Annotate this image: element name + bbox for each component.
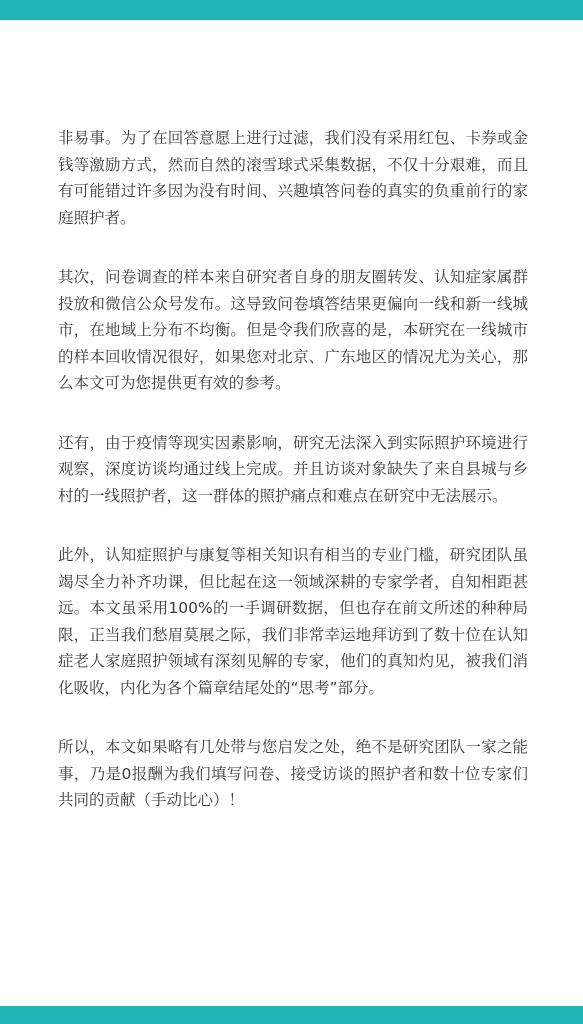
paragraph-2: 其次，问卷调查的样本来自研究者自身的朋友圈转发、认知症家属群投放和微信公众号发布。这导致问卷填答结果更偏向一线和新一线城市，在地域上分布不均衡。但是令我们欣喜的是，本研究在一线城市的样本回收情况很好，如果您对北京、广东地区的情况尤为关心，那么本文可为您提供更有效的参考。 <box>58 268 528 392</box>
top-accent-bar <box>0 0 583 20</box>
paragraph-1: 非易事。为了在回答意愿上进行过滤，我们没有采用红包、卡券或金钱等激励方式，然而自然的滚雪球式采集数据，不仅十分艰难，而且有可能错过许多因为没有时间、兴趣填答问卷的真实的负重前行的家庭照护者。 <box>58 129 528 227</box>
article-body <box>58 125 528 847</box>
paragraph-3: 还有，由于疫情等现实因素影响，研究无法深入到实际照护环境进行观察，深度访谈均通过线上完成。并且访谈对象缺失了来自县城与乡村的一线照护者，这一群体的照护痛点和难点在研究中无法展示。 <box>58 433 528 505</box>
bottom-accent-bar <box>0 1006 583 1024</box>
paragraph-4: 此外，认知症照护与康复等相关知识有相当的专业门槛，研究团队虽竭尽全力补齐功课，但比起在这一领域深耕的专家学者，自知相距甚远。本文虽采用100%的一手调研数据，但也存在前文所述的种种局限，正当我们愁眉莫展之际，我们非常幸运地拜访到了数十位在认知症老人家庭照护领域有深刻见解的专家，他们的真知灼见，被我们消化吸收，内化为各个篇章结尾处的“思考”部分。 <box>58 546 528 697</box>
paragraph-5: 所以，本文如果略有几处带与您启发之处，绝不是研究团队一家之能事，乃是0报酬为我们填写问卷、接受访谈的照护者和数十位专家们共同的贡献（手动比心）！ <box>58 738 528 809</box>
